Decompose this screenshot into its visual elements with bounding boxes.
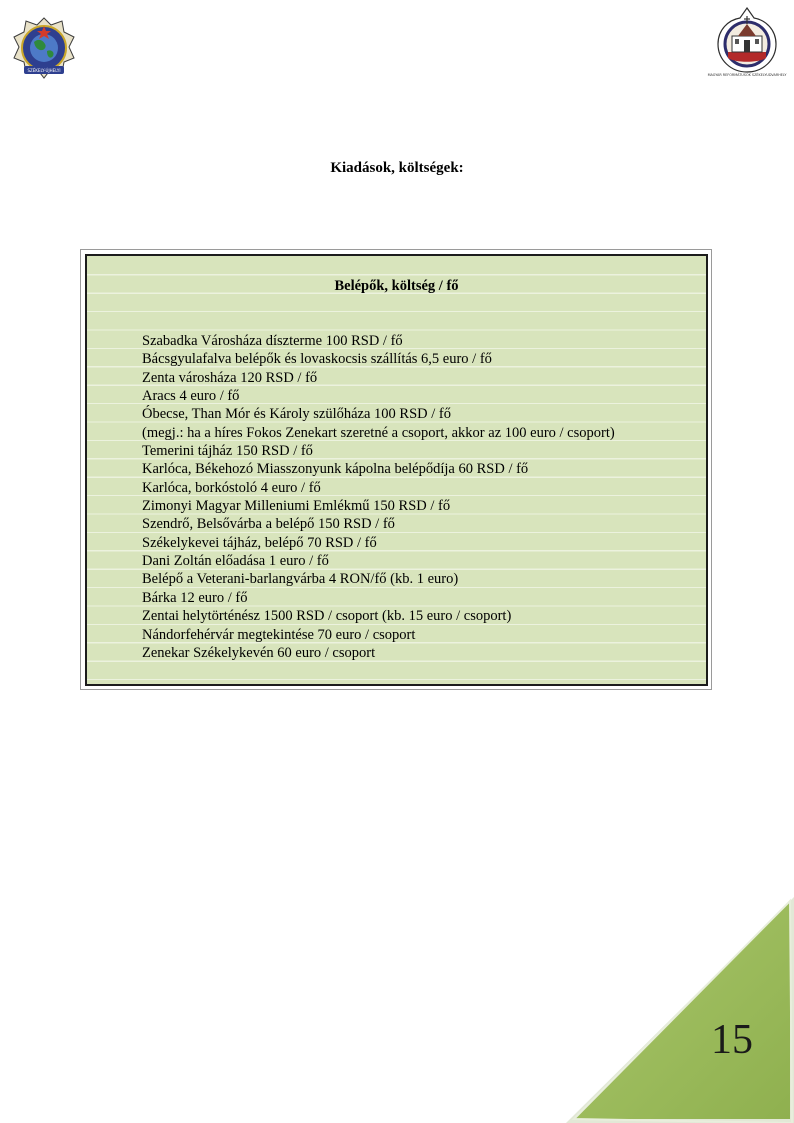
- list-item: Karlóca, borkóstoló 4 euro / fő: [142, 479, 321, 496]
- list-item: Óbecse, Than Mór és Károly szülőháza 100 RSD / fő: [142, 406, 451, 423]
- list-item: Zimonyi Magyar Milleniumi Emlékmű 150 RSD / fő: [142, 498, 451, 515]
- list-item: Aracs 4 euro / fő: [142, 388, 240, 405]
- list-item: Szendrő, Belsővárba a belépő 150 RSD / fő: [142, 516, 395, 533]
- list-item: (megj.: ha a híres Fokos Zenekart szeretné a csoport, akkor az 100 euro / csoport): [142, 424, 615, 441]
- right-logo-lettering: MAGYAR REFORMÁTUSOK SZÉKELYUDVARHELY: [707, 73, 787, 77]
- list-item: Belépő a Veterani-barlangvárba 4 RON/fő (kb. 1 euro): [142, 571, 459, 588]
- list-item: Dani Zoltán előadása 1 euro / fő: [142, 553, 329, 570]
- fee-list: [142, 332, 615, 662]
- list-item: Bácsgyulafalva belépők és lovaskocsis szállítás 6,5 euro / fő: [142, 351, 492, 368]
- list-item: Bárka 12 euro / fő: [142, 589, 248, 606]
- list-item: Székelykevei tájház, belépő 70 RSD / fő: [142, 534, 377, 551]
- list-item: Karlóca, Békehozó Miasszonyunk kápolna belépődíja 60 RSD / fő: [142, 461, 529, 478]
- church-shield-icon: [707, 6, 787, 78]
- list-item: Zenekar Székelykevén 60 euro / csoport: [142, 644, 376, 661]
- box-title: Belépők, költség / fő: [334, 278, 459, 294]
- list-item: Zenta városháza 120 RSD / fő: [142, 369, 318, 386]
- left-logo-lettering: SZÉKELY-ÚJHELYI: [27, 68, 61, 73]
- list-item: Szabadka Városháza díszterme 100 RSD / fő: [142, 333, 403, 349]
- page-title: Kiadások, költségek:: [330, 160, 464, 176]
- page-corner-triangle: [566, 897, 794, 1123]
- list-item: Zentai helytörténész 1500 RSD / csoport (kb. 15 euro / csoport): [142, 608, 512, 625]
- page-number: 15: [711, 1017, 753, 1063]
- list-item: Nándorfehérvár megtekintése 70 euro / csoport: [142, 626, 416, 643]
- globe-emblem-icon: [10, 16, 78, 84]
- list-item: Temerini tájház 150 RSD / fő: [142, 443, 313, 460]
